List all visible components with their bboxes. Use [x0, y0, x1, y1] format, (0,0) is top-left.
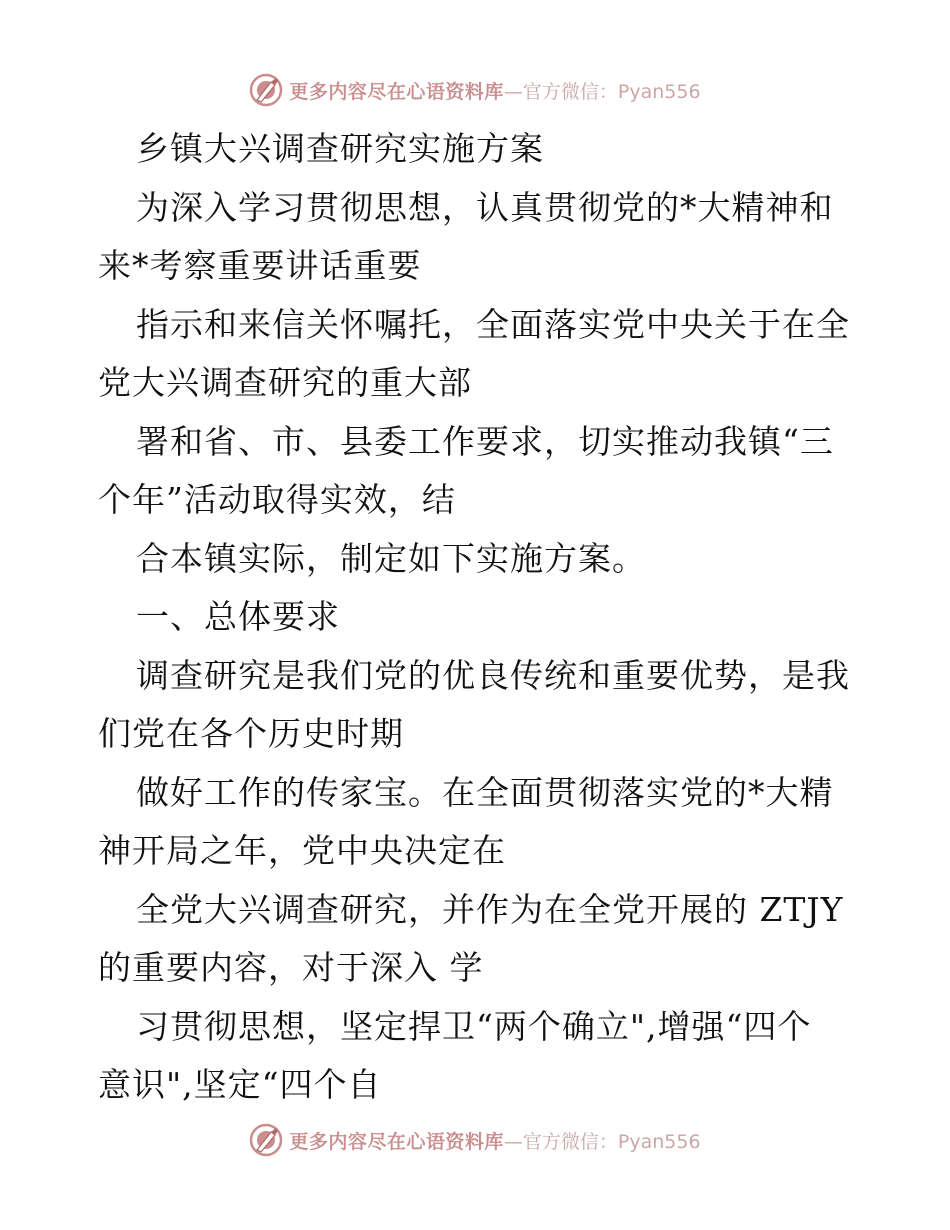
document-line: 们党在各个历史时期 [98, 714, 404, 753]
watermark-site-name: 更多内容尽在心语资料库 [289, 80, 504, 103]
document-line: 为深入学习贯彻思想，认真贯彻党的*大精神和 [136, 187, 834, 227]
document-line: 全党大兴调查研究，并作为在全党开展的 ZTJY [136, 889, 844, 929]
document-line: 指示和来信关怀嘱托，全面落实党中央关于在全 [136, 304, 850, 344]
document-line: 意识",坚定“四个自 [98, 1065, 382, 1104]
watermark-wechat: 官方微信：Pyan556 [522, 80, 701, 103]
document-line: 一、总体要求 [136, 597, 340, 636]
document-line: 署和省、市、县委工作要求，切实推动我镇“三 [136, 421, 834, 461]
footer-watermark [0, 1122, 950, 1158]
quill-pen-seal-icon [249, 1123, 283, 1157]
document-body [98, 120, 858, 1115]
quill-pen-seal-icon [249, 73, 283, 107]
document-line: 的重要内容，对于深入 学 [98, 948, 484, 987]
document-line: 习贯彻思想，坚定捍卫“两个确立",增强“四个 [136, 1006, 812, 1046]
document-line: 调查研究是我们党的优良传统和重要优势，是我 [136, 655, 850, 695]
watermark-dash: — [503, 80, 523, 103]
header-watermark [0, 72, 950, 108]
document-line: 做好工作的传家宝。在全面贯彻落实党的*大精 [136, 772, 834, 812]
document-line: 党大兴调查研究的重大部 [98, 363, 472, 402]
watermark-text [289, 1127, 700, 1154]
document-line: 合本镇实际，制定如下实施方案。 [136, 538, 646, 578]
watermark-dash: — [503, 1130, 523, 1153]
document-line: 来*考察重要讲话重要 [98, 246, 422, 285]
watermark-text [289, 77, 700, 104]
document-line: 个年”活动取得实效，结 [98, 480, 456, 519]
document-line: 神开局之年，党中央决定在 [98, 831, 506, 870]
document-line: 乡镇大兴调查研究实施方案 [136, 129, 544, 168]
watermark-wechat: 官方微信：Pyan556 [522, 1130, 701, 1153]
watermark-site-name: 更多内容尽在心语资料库 [289, 1130, 504, 1153]
